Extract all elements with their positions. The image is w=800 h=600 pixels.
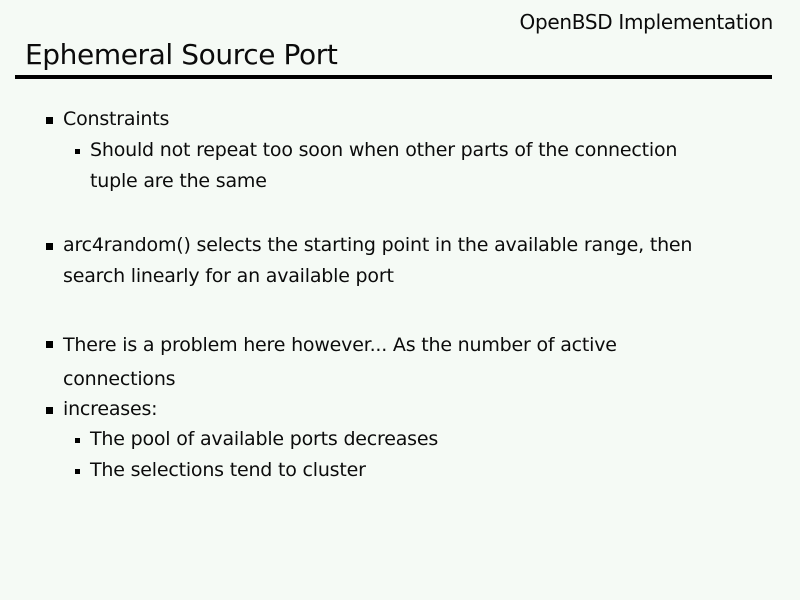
bullet-line: arc4random() selects the starting point in the available range, then	[63, 234, 693, 256]
bullet-item-increases	[46, 394, 157, 425]
square-bullet-icon	[46, 243, 53, 250]
bullet-item-should-not-repeat	[75, 135, 677, 197]
bullet-text	[63, 230, 692, 292]
bullet-text	[63, 328, 617, 396]
square-bullet-icon	[46, 117, 53, 124]
bullet-item-pool-decreases	[75, 424, 438, 455]
bullet-line: Constraints	[63, 108, 170, 130]
square-bullet-icon	[75, 149, 80, 154]
bullet-item-problem	[46, 328, 617, 396]
title-underline	[15, 75, 772, 79]
bullet-line: tuple are the same	[90, 170, 267, 192]
square-bullet-icon	[75, 438, 80, 443]
bullet-line: Should not repeat too soon when other parts of the connection	[90, 139, 678, 161]
slide-title: Ephemeral Source Port	[25, 38, 338, 71]
bullet-text	[90, 135, 677, 197]
square-bullet-icon	[46, 341, 53, 348]
bullet-line: connections	[63, 368, 176, 390]
bullet-text	[90, 424, 438, 455]
bullet-text	[90, 455, 366, 486]
bullet-text	[63, 394, 157, 425]
bullet-line: The selections tend to cluster	[90, 459, 366, 481]
bullet-line: The pool of available ports decreases	[90, 428, 439, 450]
square-bullet-icon	[46, 407, 53, 414]
bullet-line: increases:	[63, 398, 158, 420]
bullet-text	[63, 104, 169, 135]
square-bullet-icon	[75, 469, 80, 474]
bullet-line: There is a problem here however... As the number of active	[63, 334, 617, 356]
bullet-item-selections-cluster	[75, 455, 366, 486]
bullet-line: search linearly for an available port	[63, 265, 394, 287]
slide-header-right: OpenBSD Implementation	[519, 10, 773, 34]
bullet-item-constraints	[46, 104, 169, 135]
bullet-item-arc4random	[46, 230, 692, 292]
